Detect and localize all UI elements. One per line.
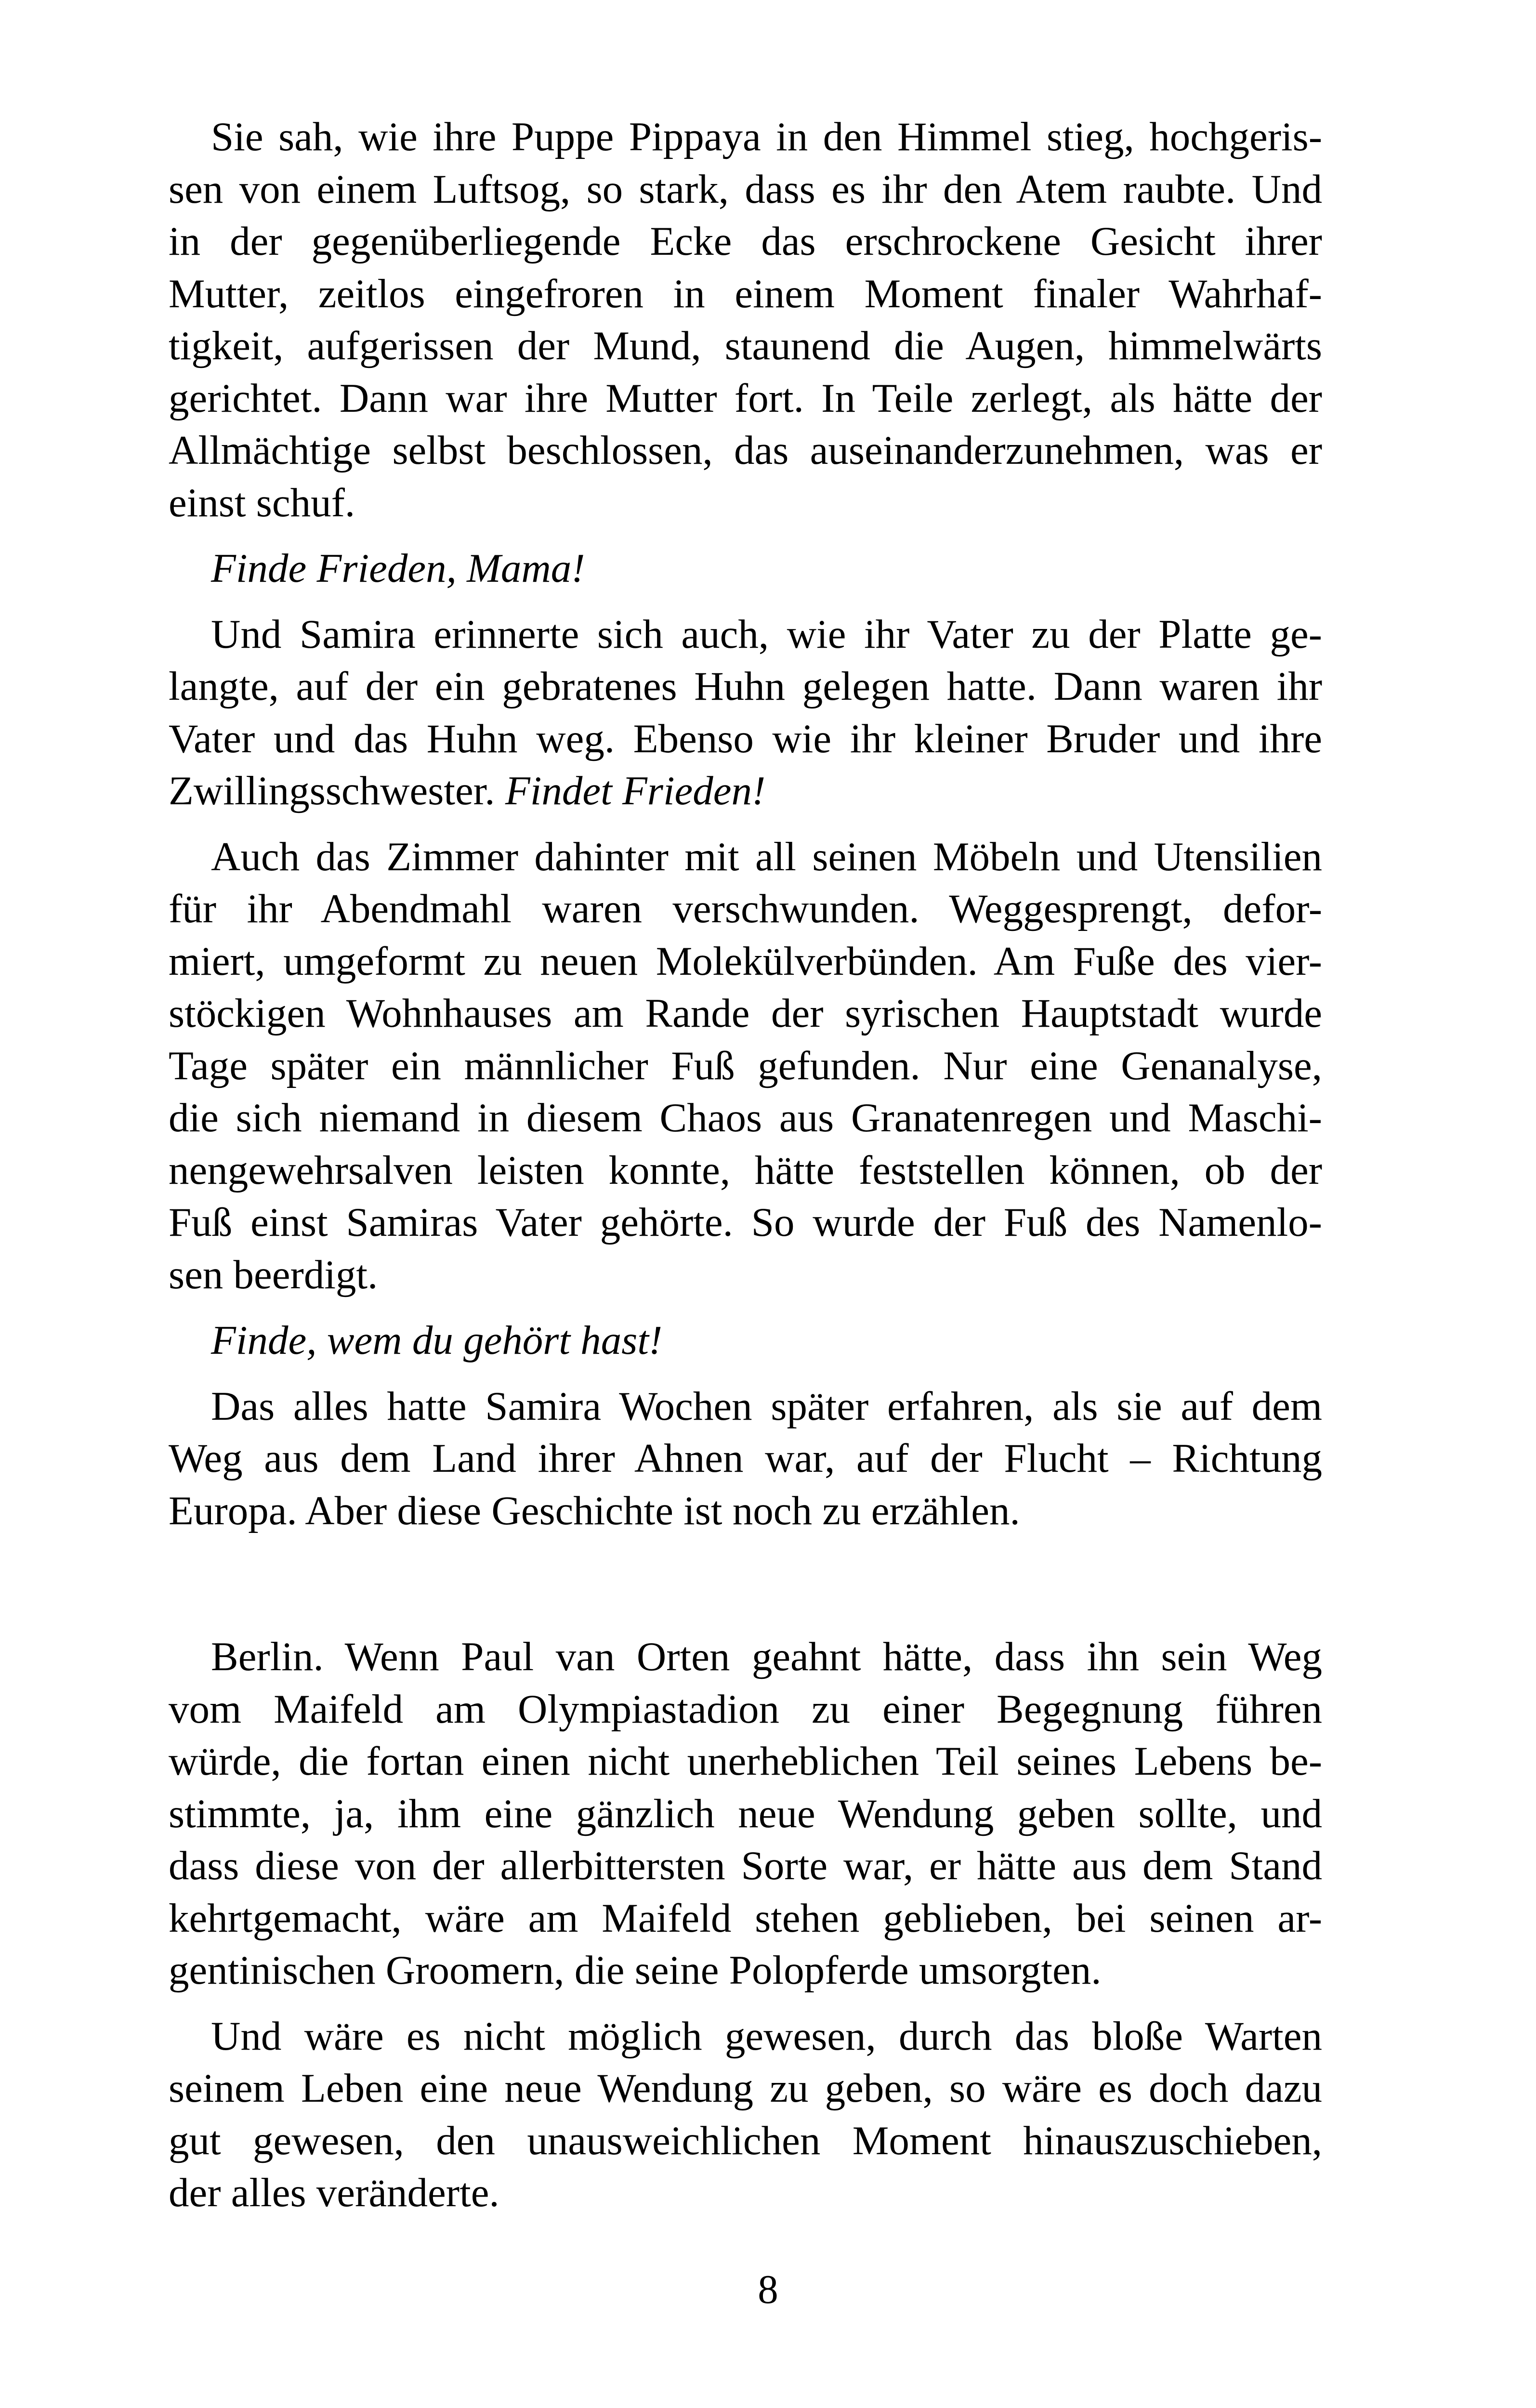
text-line: Und Samira erinnerte sich auch, wie ihr Vater zu der Platte ge- [211,611,1322,657]
paragraph-italic [169,1314,1322,1367]
text-line: Berlin. Wenn Paul van Orten geahnt hätte, dass ihn sein Weg [211,1634,1322,1679]
text-segment-italic: Findet Frieden! [505,768,766,813]
text-line: sen von einem Luftsog, so stark, dass es ihr den Atem raubte. Und [169,166,1322,212]
text-line: Allmächtige selbst beschlossen, das auseinanderzunehmen, was er [169,428,1322,473]
text-line: Das alles hatte Samira Wochen später erfahren, als sie auf dem [211,1383,1322,1429]
paragraph-spacing [169,1997,1322,2010]
text-line: Auch das Zimmer dahinter mit all seinen Möbeln und Utensilien [211,834,1322,879]
text-line: einst schuf. [169,480,355,525]
paragraph [169,1631,1322,1997]
text-line: in der gegenüberliegende Ecke das erschrockene Gesicht ihrer [169,219,1322,264]
paragraph-spacing [169,595,1322,608]
text-line: Weg aus dem Land ihrer Ahnen war, auf der Flucht – Richtung [169,1436,1322,1481]
text-segment: Zwillingsschwester. [169,768,495,813]
page-number: 8 [758,2267,778,2312]
text-line: Tage später ein männlicher Fuß gefunden. Nur eine Genanalyse, [169,1043,1322,1088]
paragraph-spacing [169,1301,1322,1314]
text-line: Vater und das Huhn weg. Ebenso wie ihr kleiner Bruder und ihre [169,716,1322,761]
text-line: Fuß einst Samiras Vater gehörte. So wurde der Fuß des Namenlo- [169,1200,1322,1245]
text-line: stöckigen Wohnhauses am Rande der syrischen Hauptstadt wurde [169,991,1322,1036]
paragraph [169,608,1322,817]
paragraph-italic [169,542,1322,595]
text-line: gerichtet. Dann war ihre Mutter fort. In Teile zerlegt, als hätte der [169,375,1322,421]
text-line: Mutter, zeitlos eingefroren in einem Moment finaler Wahrhaf- [169,271,1322,316]
paragraph-spacing [169,817,1322,831]
text-line: Finde Frieden, Mama! [211,546,585,591]
text-line [169,765,1322,817]
text-line: der alles veränderte. [169,2170,499,2215]
text-line: Sie sah, wie ihre Puppe Pippaya in den Himmel stieg, hochgeris- [211,114,1322,159]
book-page [169,111,1322,2219]
text-line: langte, auf der ein gebratenes Huhn gelegen hatte. Dann waren ihr [169,664,1322,709]
text-line: Finde, wem du gehört hast! [211,1318,663,1363]
text-line: tigkeit, aufgerissen der Mund, staunend die Augen, himmelwärts [169,323,1322,368]
text-line: Europa. Aber diese Geschichte ist noch zu erzählen. [169,1488,1020,1533]
text-line: seinem Leben eine neue Wendung zu geben, so wäre es doch dazu [169,2066,1322,2111]
text-line: gut gewesen, den unausweichlichen Moment hinauszuschieben, [169,2118,1322,2163]
text-line: die sich niemand in diesem Chaos aus Granatenregen und Maschi- [169,1095,1322,1140]
text-line: gentinischen Groomern, die seine Polopferde umsorgten. [169,1948,1102,1993]
text-line: miert, umgeformt zu neuen Molekülverbünden. Am Fuße des vier- [169,938,1322,984]
paragraph [169,1380,1322,1537]
text-line: Und wäre es nicht möglich gewesen, durch das bloße Warten [211,2013,1322,2059]
text-line: kehrtgemacht, wäre am Maifeld stehen geblieben, bei seinen ar- [169,1895,1322,1941]
paragraph [169,111,1322,529]
text-line: dass diese von der allerbittersten Sorte war, er hätte aus dem Stand [169,1843,1322,1888]
text-line: für ihr Abendmahl waren verschwunden. Weggesprengt, defor- [169,886,1322,931]
paragraph [169,831,1322,1301]
text-line: nengewehrsalven leisten konnte, hätte feststellen können, ob der [169,1147,1322,1193]
paragraph-spacing [169,1367,1322,1380]
text-line: würde, die fortan einen nicht unerheblichen Teil seines Lebens be- [169,1739,1322,1784]
paragraph-spacing [169,529,1322,542]
text-line: vom Maifeld am Olympiastadion zu einer Begegnung führen [169,1686,1322,1732]
paragraph [169,2010,1322,2219]
text-line: sen beerdigt. [169,1252,378,1297]
section-break [169,1537,1322,1631]
text-line: stimmte, ja, ihm eine gänzlich neue Wendung geben sollte, und [169,1791,1322,1836]
